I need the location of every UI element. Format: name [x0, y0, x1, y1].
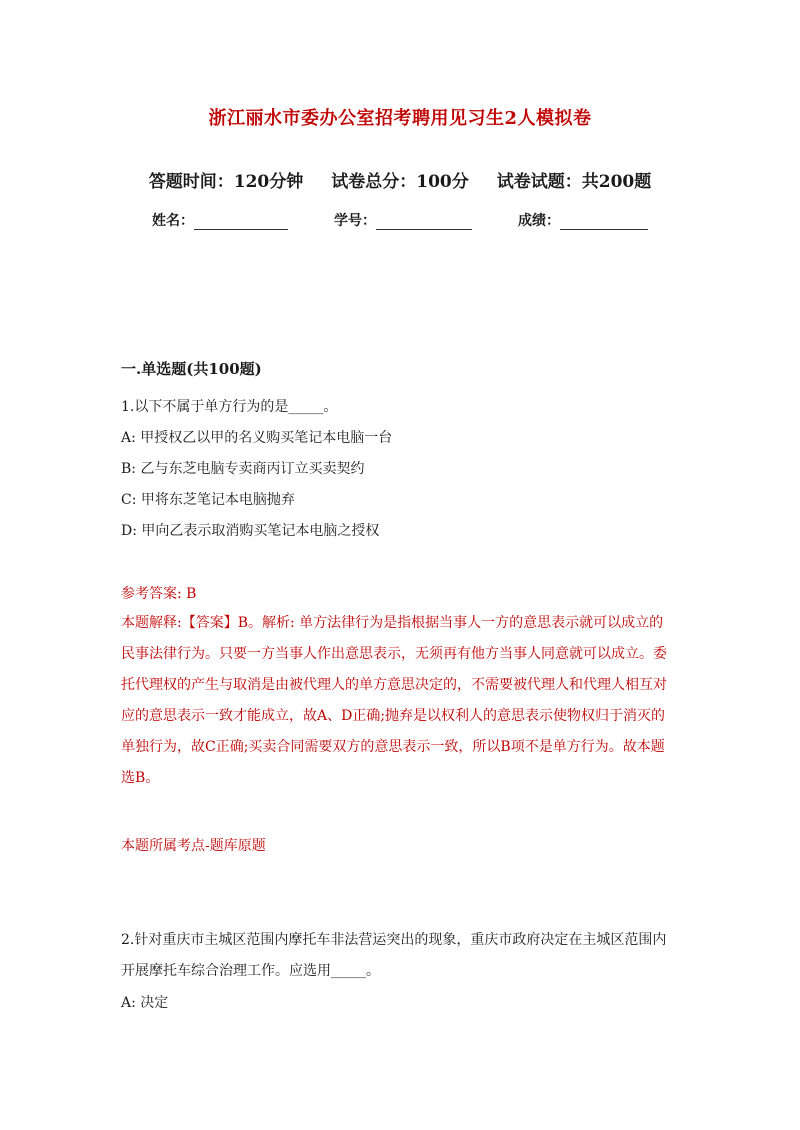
question-1-stem: 1.以下不属于单方行为的是_____。: [121, 399, 338, 415]
exam-question-count: 试卷试题：共200题: [496, 172, 652, 192]
exam-meta: [0, 167, 800, 192]
exam-time: 答题时间：120分钟: [148, 172, 304, 192]
score-blank: [560, 213, 648, 230]
name-label: 姓名：: [152, 213, 194, 229]
question-1-option-b: B: 乙与东芝电脑专卖商丙订立买卖契约: [121, 461, 365, 477]
score-label: 成绩：: [518, 213, 560, 229]
question-1-topic: 本题所属考点-题库原题: [121, 838, 266, 854]
question-1-answer: 参考答案: B: [121, 586, 197, 602]
question-1-explanation: 本题解释:【答案】B。解析: 单方法律行为是指根据当事人一方的意思表示就可以成立的民事法律行为。只要一方当事人作出意思表示，无须再有他方当事人同意就可以成立。委托代理权的产生与取消是由被代理人的单方意思决定的，不需要被代理人和代理人相互对应的意思表示一致才能成立，故A、D正确;抛弃是以权利人的意思表示使物权归于消灭的单独行为，故C正确;买卖合同需要双方的意思表示一致，所以B项不是单方行为。故本题选B。: [121, 615, 667, 786]
question-1-option-a: A: 甲授权乙以甲的名义购买笔记本电脑一台: [121, 430, 393, 446]
exam-title: 浙江丽水市委办公室招考聘用见习生2人模拟卷: [208, 108, 592, 129]
exam-total-score: 试卷总分：100分: [331, 172, 469, 192]
name-blank: [194, 213, 288, 230]
student-id-label: 学号：: [334, 213, 376, 229]
student-info-row: [152, 210, 648, 230]
question-1-option-d: D: 甲向乙表示取消购买笔记本电脑之授权: [121, 523, 380, 539]
question-1-option-c: C: 甲将东芝笔记本电脑抛弃: [121, 492, 295, 508]
question-2-option-a: A: 决定: [121, 995, 169, 1011]
question-2-stem: 2.针对重庆市主城区范围内摩托车非法营运突出的现象，重庆市政府决定在主城区范围内开展摩托车综合治理工作。应选用_____。: [121, 932, 667, 979]
student-id-blank: [376, 213, 472, 230]
section-heading: 一.单选题(共100题): [121, 360, 262, 378]
